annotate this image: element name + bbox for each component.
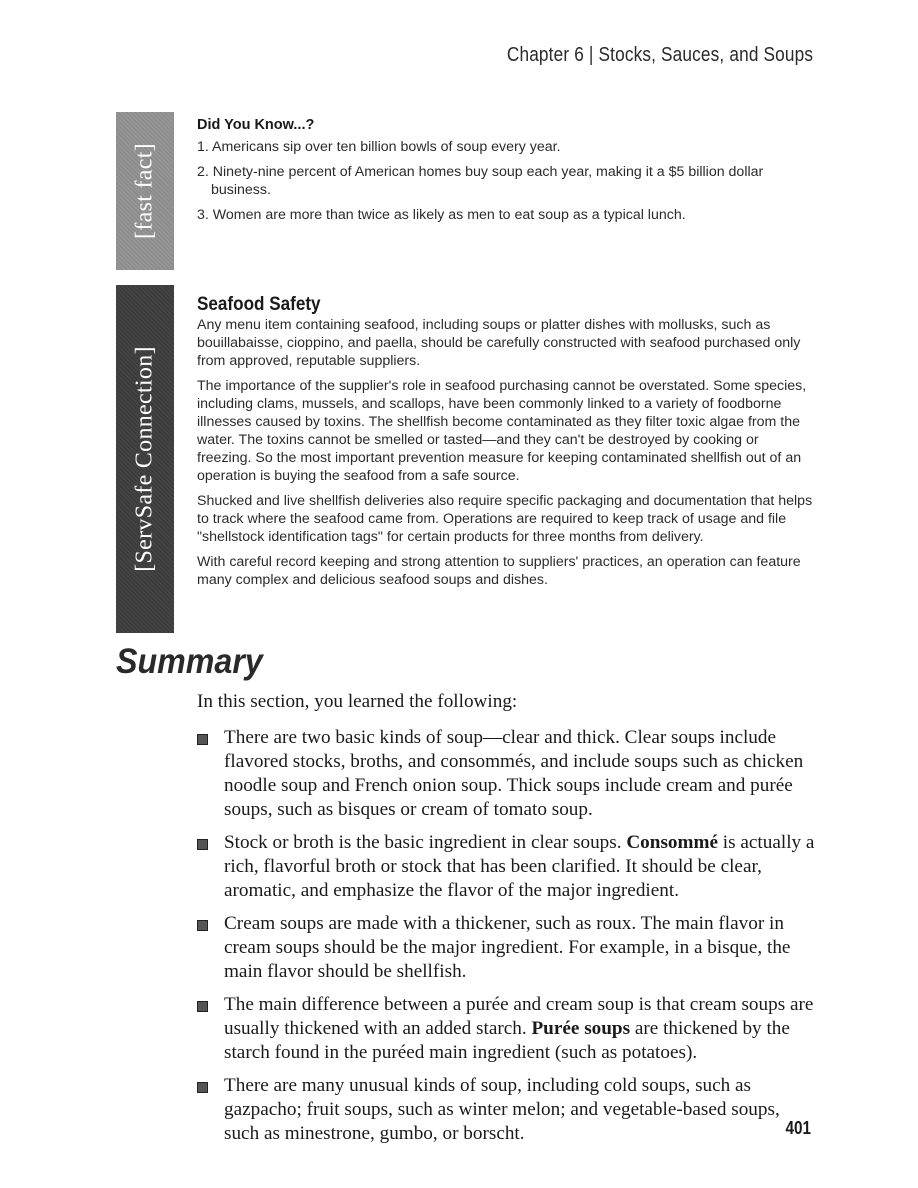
bullet-term: Purée soups bbox=[531, 1018, 631, 1039]
chapter-header: Chapter 6 | Stocks, Sauces, and Soups bbox=[506, 44, 813, 66]
square-bullet-icon bbox=[197, 920, 208, 931]
bullet-text: is actually a rich, flavorful broth or stock that has been clarified. It should be clear, aromatic, and emphasize the flavor of the major ingredient. bbox=[224, 832, 815, 901]
bullet-text: Stock or broth is the basic ingredient in clear soups. bbox=[224, 832, 627, 853]
summary-list bbox=[197, 726, 819, 1146]
summary-intro: In this section, you learned the following: bbox=[197, 691, 518, 712]
square-bullet-icon bbox=[197, 1001, 208, 1012]
summary-bullet bbox=[197, 1074, 819, 1146]
summary-section bbox=[197, 690, 819, 1155]
fast-fact-list bbox=[197, 138, 815, 224]
bullet-text: The main difference between a purée and cream soup is that cream soups are usually thickened with an added starch. bbox=[224, 994, 814, 1039]
servsafe-paragraph: The importance of the supplier's role in seafood purchasing cannot be overstated. Some species, including clams, mussels, and scallops, have been commonly linked to a variety of foodborne illnesses caused by toxins. The shellfish become contaminated as they filter toxic algae from the water. The toxins cannot be smelled or tasted—and they can't be destroyed by cooking or freezing. So the most important prevention measure for keeping contaminated shellfish out of an operation is buying the seafood from a safe source. bbox=[197, 378, 807, 484]
summary-bullet bbox=[197, 831, 819, 903]
servsafe-paragraph: With careful record keeping and strong attention to suppliers' practices, an operation can feature many complex and delicious seafood soups and dishes. bbox=[197, 554, 801, 588]
servsafe-tab bbox=[116, 285, 174, 633]
servsafe-paragraph: Shucked and live shellfish deliveries also require specific packaging and documentation that helps to track where the seafood came from. Operations are required to keep track of usage and file "shellstock identification tags" for certain products for three months from delivery. bbox=[197, 493, 813, 545]
page-number: 401 bbox=[785, 1118, 811, 1138]
servsafe-box bbox=[197, 296, 815, 596]
fast-fact-box bbox=[197, 116, 815, 231]
bullet-text: There are many unusual kinds of soup, including cold soups, such as gazpacho; fruit soups, such as winter melon; and vegetable-based soups, such as minestrone, gumbo, or borscht. bbox=[224, 1075, 780, 1144]
seafood-safety-heading: Seafood Safety bbox=[197, 294, 321, 315]
summary-title: Summary bbox=[116, 642, 263, 681]
bullet-text: There are two basic kinds of soup—clear and thick. Clear soups include flavored stocks, broths, and consommés, and include soups such as chicken noodle soup and French onion soup. Thick soups include cream and purée soups, such as bisques or cream of tomato soup. bbox=[224, 727, 804, 820]
summary-bullet bbox=[197, 993, 819, 1065]
summary-bullet bbox=[197, 726, 819, 822]
square-bullet-icon bbox=[197, 734, 208, 745]
bullet-text: Cream soups are made with a thickener, such as roux. The main flavor in cream soups should be the major ingredient. For example, in a bisque, the main flavor should be shellfish. bbox=[224, 913, 791, 982]
bullet-text: are thickened by the starch found in the puréed main ingredient (such as potatoes). bbox=[224, 1018, 790, 1063]
fast-fact-tab-label: [fast fact] bbox=[131, 143, 158, 239]
fact-item: 3. Women are more than twice as likely as men to eat soup as a typical lunch. bbox=[197, 207, 686, 223]
bullet-term: Consommé bbox=[626, 832, 718, 853]
fast-fact-tab bbox=[116, 112, 174, 270]
summary-bullet bbox=[197, 912, 819, 984]
servsafe-paragraph: Any menu item containing seafood, including soups or platter dishes with mollusks, such as bouillabaisse, cioppino, and paella, should be carefully constructed with seafood purchased only from approved, reputable suppliers. bbox=[197, 317, 801, 369]
fact-item: 1. Americans sip over ten billion bowls of soup every year. bbox=[197, 139, 561, 155]
square-bullet-icon bbox=[197, 839, 208, 850]
fast-fact-heading: Did You Know...? bbox=[197, 117, 315, 133]
servsafe-tab-label: [ServSafe Connection] bbox=[131, 346, 158, 572]
fact-item: 2. Ninety-nine percent of American homes buy soup each year, making it a $5 billion dollar business. bbox=[197, 164, 764, 198]
square-bullet-icon bbox=[197, 1082, 208, 1093]
